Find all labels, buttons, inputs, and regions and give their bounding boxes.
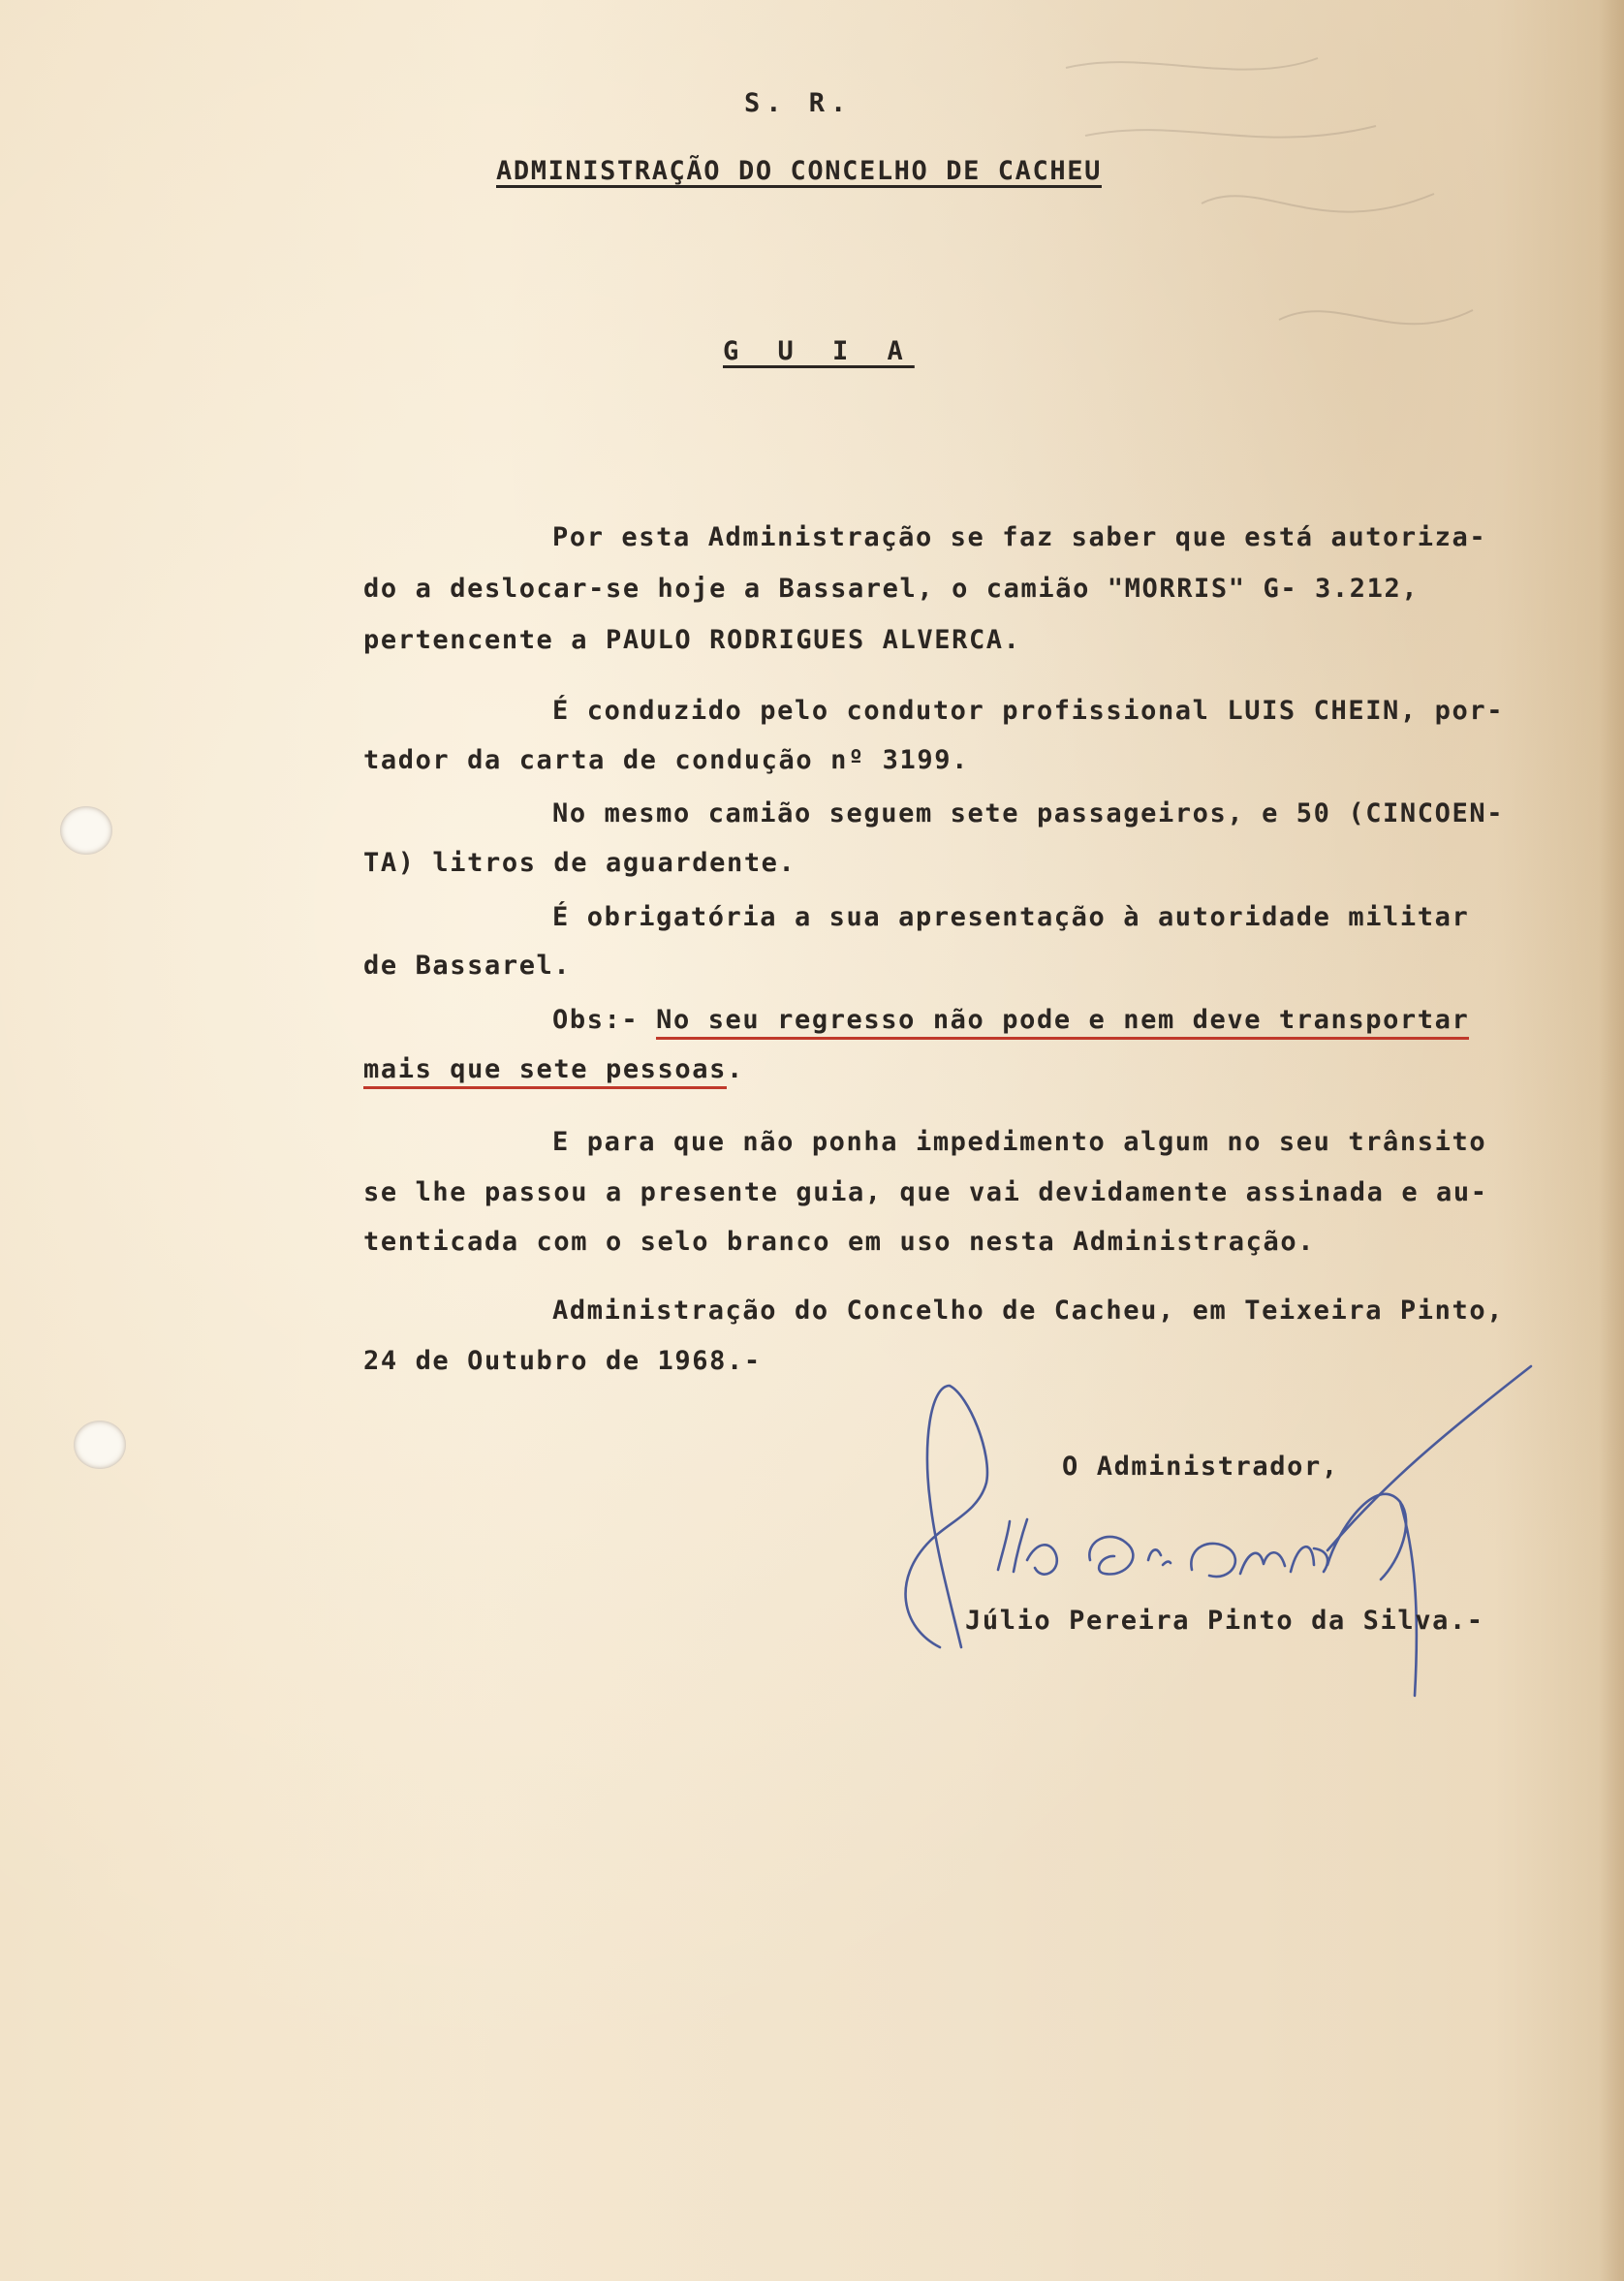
document-title: G U I A	[723, 336, 915, 366]
paragraph-1-line-3: pertencente a PAULO RODRIGUES ALVERCA.	[363, 625, 1021, 655]
paragraph-5-line-3: tenticada com o selo branco em uso nesta Administração.	[363, 1227, 1316, 1257]
paragraph-4-line-1: É obrigatória a sua apresentação à autoridade militar	[552, 902, 1470, 932]
paragraph-3-line-1: No mesmo camião seguem sete passageiros, e 50 (CINCOEN-	[552, 798, 1505, 828]
place-date-line-2: 24 de Outubro de 1968.-	[363, 1346, 762, 1376]
faint-pencil-marks	[1027, 29, 1570, 417]
header-administration: ADMINISTRAÇÃO DO CONCELHO DE CACHEU	[496, 156, 1102, 186]
observation-underlined-text-2: mais que sete pessoas	[363, 1054, 727, 1089]
paper-edge-shadow	[1599, 0, 1624, 2281]
observation-underlined-text-1: No seu regresso não pode e nem deve transportar	[656, 1005, 1469, 1040]
signatory-name: Júlio Pereira Pinto da Silva.-	[965, 1606, 1484, 1636]
place-date-line-1: Administração do Concelho de Cacheu, em Teixeira Pinto,	[552, 1296, 1505, 1326]
observation-label: Obs:-	[552, 1005, 657, 1035]
observation-end: .	[726, 1054, 744, 1084]
paragraph-2-line-2: tador da carta de condução nº 3199.	[363, 745, 969, 775]
observation-line-2	[363, 1053, 744, 1086]
observation-line-1	[552, 1004, 1469, 1037]
punch-hole-top	[60, 806, 112, 855]
punch-hole-bottom	[74, 1421, 126, 1469]
paragraph-2-line-1: É conduzido pelo condutor profissional LUIS CHEIN, por-	[552, 696, 1505, 726]
handwritten-signature	[872, 1357, 1550, 1715]
paragraph-3-line-2: TA) litros de aguardente.	[363, 848, 796, 878]
paragraph-1-line-2: do a deslocar-se hoje a Bassarel, o camião "MORRIS" G- 3.212,	[363, 574, 1420, 604]
paragraph-5-line-2: se lhe passou a presente guia, que vai devidamente assinada e au-	[363, 1177, 1488, 1207]
paragraph-5-line-1: E para que não ponha impedimento algum no seu trânsito	[552, 1127, 1487, 1157]
paragraph-1-line-1: Por esta Administração se faz saber que está autoriza-	[552, 522, 1487, 552]
signature-role: O Administrador,	[1062, 1452, 1339, 1482]
paragraph-4-line-2: de Bassarel.	[363, 951, 572, 981]
header-sr: S. R.	[744, 88, 853, 118]
